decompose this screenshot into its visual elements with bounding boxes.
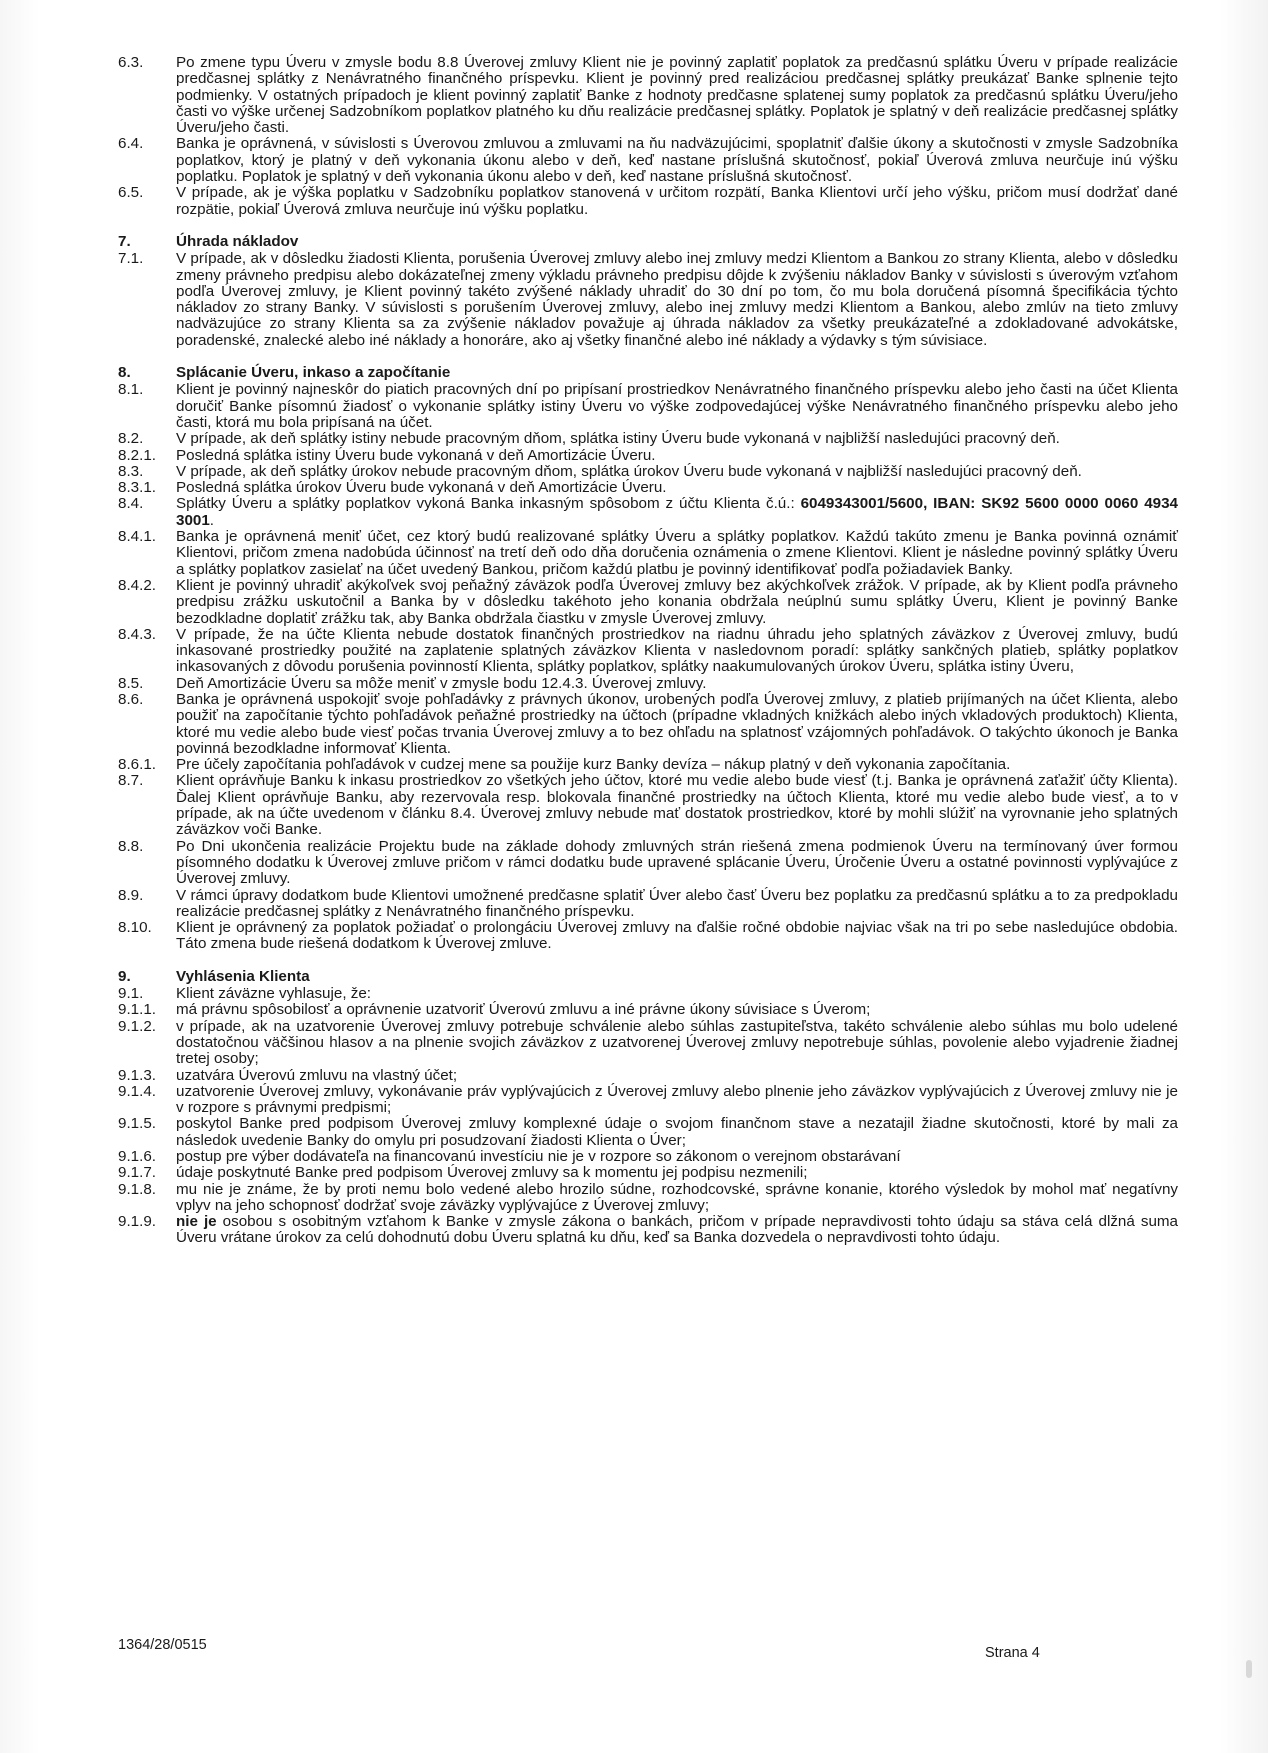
section-heading	[118, 969, 1178, 985]
clause-number: 8.3.	[118, 462, 144, 480]
clause-number: 8.5.	[118, 674, 144, 692]
clause-text: uzatvára Úverovú zmluvu na vlastný účet;	[176, 1066, 458, 1084]
clause-number: 8.1.	[118, 381, 144, 399]
clause	[118, 773, 1178, 838]
clause	[118, 1116, 1178, 1149]
clause	[118, 185, 1178, 218]
clause	[118, 839, 1178, 888]
clause-number: 8.9.	[118, 886, 144, 904]
clause-text: Posledná splátka istiny Úveru bude vykonaná v deň Amortizácie Úveru.	[176, 446, 656, 464]
clause-text: Banka je oprávnená meniť účet, cez ktorý budú realizované splátky Úveru a splátky poplatkov. Každú takúto zmenu je Banka povinná oznámiť Klientovi, pričom zmena nadobúda účinnosť na tretí deň odo dňa doručenia oznámenia o zmene Klientovi. Klient je následne povinný splátky Úveru a splátky poplatkov zasielať na účet uvedený Bankou, pričom každú platbu je povinný identifikovať podľa požiadaviek Banky.	[176, 528, 1178, 578]
clause-text: postup pre výber dodávateľa na financovanú investíciu nie je v rozpore so zákonom o verejnom obstarávaní	[176, 1148, 901, 1165]
clause	[118, 1084, 1178, 1117]
clause	[118, 55, 1178, 136]
clause-number: 9.1.	[118, 985, 144, 1003]
clause-text: V prípade, ak deň splátky úrokov nebude pracovným dňom, splátka úrokov Úveru bude vykonaná v najbližší nasledujúci pracovný deň.	[176, 462, 1082, 480]
clause	[118, 757, 1178, 773]
section-title: Splácanie Úveru, inkaso a započítanie	[176, 364, 451, 382]
clause-number: 9.1.1.	[118, 1001, 156, 1019]
clause-text: Klient oprávňuje Banku k inkasu prostriedkov zo všetkých jeho účtov, ktoré mu vedie alebo bude viesť (t.j. Banka je oprávnená zaťažiť účty Klienta). Ďalej Klient oprávňuje Banku, aby rezervovala resp. blokovala finančné prostriedky na účtoch Klienta, ktoré mu vedie alebo bude viesť, a to v prípade, ak na účte uvedenom v článku 8.4. Úverovej zmluvy nebude mať dostatok prostriedkov, ktoré by mohli slúžiť na vyrovnanie jeho splatných záväzkov voči Banke.	[176, 772, 1178, 839]
page-number: Strana 4	[985, 1645, 1040, 1661]
clause	[118, 448, 1178, 464]
clause-text: Po zmene typu Úveru v zmysle bodu 8.8 Úverovej zmluvy Klient nie je povinný zaplatiť poplatok za predčasnú splátku Úveru v prípade realizácie predčasnej splátky z Nenávratného finančného príspevku. Klient je povinný pred realizáciou predčasnej splátky preukázať Banke splnenie tejto podmienky. V ostatných prípadoch je klient povinný zaplatiť Banke z hodnoty predčasne splatenej sumy poplatok za predčasnú splátku Úveru/jeho časti vo výške určenej Sadzobníkom poplatkov platného ku dňu realizácie predčasnej splátky. Poplatok je splatný v deň realizácie predčasnej splátky Úveru/jeho časti.	[176, 54, 1178, 137]
clause	[118, 251, 1178, 349]
clause-number: 6.3.	[118, 54, 144, 71]
clause-number: 8.2.1.	[118, 446, 156, 464]
clause-number: 9.1.5.	[118, 1115, 156, 1133]
clause-text	[176, 1214, 1178, 1247]
clause-number: 9.1.3.	[118, 1066, 156, 1084]
scan-mark	[1246, 1660, 1252, 1678]
clause-number: 9.1.6.	[118, 1148, 156, 1165]
clause-text: Po Dni ukončenia realizácie Projektu bude na základe dohody zmluvných strán riešená zmena podmienok Úveru na termínovaný úver formou písomného dodatku k Úverovej zmluve pričom v rámci dodatku bude upravené splácanie Úveru, Úročenie Úveru a ostatné povinnosti vyplývajúce z Úverovej zmluvy.	[176, 837, 1178, 888]
clause-number: 9.1.2.	[118, 1017, 156, 1035]
clause-text: uzatvorenie Úverovej zmluvy, vykonávanie práv vyplývajúcich z Úverovej zmluvy alebo plnenie jeho záväzkov vyplývajúcich z Úverovej zmluvy nie je v rozpore s právnymi predpismi;	[176, 1082, 1178, 1117]
clause-text: má právnu spôsobilosť a oprávnenie uzatvoriť Úverovú zmluvu a iné právne úkony súvisiace s Úverom;	[176, 1001, 871, 1019]
clause-text: V rámci úpravy dodatkom bude Klientovi umožnené predčasne splatiť Úver alebo časť Úveru bez poplatku za predčasnú splátku a to za predpokladu realizácie predčasnej splátky z Nenávratného finančného príspevku.	[176, 886, 1178, 920]
clause-number: 9.1.4.	[118, 1082, 156, 1100]
clause-text: Klient je povinný uhradiť akýkoľvek svoj peňažný záväzok podľa Úverovej zmluvy bez akýchkoľvek zrážok. V prípade, ak by Klient podľa právneho predpisu zrážku uskutočnil a Banka by v dôsledku takéhoto jeho konania obdržala neúplnú sumu splátky Úveru, Klient je povinný Banke bezodkladne doplatiť zrážku tak, aby Banka obdržala čiastku v zmysle Úverovej zmluvy.	[176, 576, 1178, 627]
clause-text: Klient je povinný najneskôr do piatich pracovných dní po pripísaní prostriedkov Nenávratného finančného príspevku alebo jeho časti na účet Klienta doručiť Banke písomnú žiadosť o vykonanie splátky istiny Úveru vo výške zodpovedajúcej výške Nenávratného finančného príspevku alebo jeho časti, ktorá mu bola pripísaná na účet.	[176, 381, 1178, 431]
clause	[118, 627, 1178, 676]
clause	[118, 382, 1178, 431]
clause-text: Pre účely započítania pohľadávok v cudzej mene sa použije kurz Banky devíza – nákup platný v deň vykonania započítania.	[176, 756, 1011, 774]
section-title: Vyhlásenia Klienta	[176, 967, 310, 985]
clause-text-body: Splátky Úveru a splátky poplatkov vykoná Banka inkasným spôsobom z účtu Klienta č.ú.:	[176, 495, 801, 513]
clause-number: 8.8.	[118, 837, 144, 855]
clause-number: 8.2.	[118, 430, 144, 448]
clause-number: 8.	[118, 364, 131, 382]
clause	[118, 1002, 1178, 1018]
clause-text: poskytol Banke pred podpisom Úverovej zmluvy komplexné údaje o svojom finančnom stave a nezatajil žiadne skutočnosti, ktoré by mali za následok uvedenie Banky do omylu pri posudzovaní žiadosti Klienta o Úver;	[176, 1115, 1178, 1149]
clause	[118, 464, 1178, 480]
clause-text: Posledná splátka úrokov Úveru bude vykonaná v deň Amortizácie Úveru.	[176, 479, 667, 497]
clause	[118, 1019, 1178, 1068]
clause-number: 8.4.	[118, 495, 144, 513]
clause	[118, 920, 1178, 953]
section-heading	[118, 365, 1178, 381]
clause-number: 9.1.9.	[118, 1213, 156, 1231]
clause-number: 8.3.1.	[118, 479, 156, 497]
clause-text: Banka je oprávnená uspokojiť svoje pohľadávky z právnych úkonov, urobených podľa Úverovej zmluvy, z platieb prijímaných na účet Klienta, alebo použiť na započítanie týchto pohľadávok peňažné prostriedky na účtoch (prípadne vkladných knižkách alebo iných vkladových produktoch) Klienta, ktoré mu vedie alebo bude viesť počas trvania Úverovej zmluvy a to bez ohľadu na splatnosť vzájomných pohľadávok. O takýchto úkonoch je Banka povinná bezodkladne informovať Klienta.	[176, 690, 1178, 757]
clause	[118, 1214, 1178, 1247]
clause	[118, 692, 1178, 757]
section-title: Úhrada nákladov	[176, 232, 299, 250]
document-number: 1364/28/0515	[118, 1637, 207, 1653]
clause	[118, 1165, 1178, 1181]
clause-text: Banka je oprávnená, v súvislosti s Úverovou zmluvou a zmluvami na ňu nadväzujúcimi, spoplatniť ďalšie úkony a skutočnosti v zmysle Sadzobníka poplatkov, ktorý je platný v deň vykonania úkonu alebo v deň, keď nastane príslušná skutočnosť, pokiaľ Úverová zmluva neurčuje inú výšku poplatku. Poplatok je splatný v deň vykonania úkonu alebo v deň, keď nastane príslušná skutočnosť.	[176, 135, 1178, 186]
clause	[118, 529, 1178, 578]
clause	[118, 480, 1178, 496]
clause-text: údaje poskytnuté Banke pred podpisom Úverovej zmluvy sa k momentu jej podpisu nezmenili;	[176, 1164, 808, 1182]
clause-number: 9.	[118, 967, 131, 985]
clause	[118, 1182, 1178, 1215]
clause	[118, 578, 1178, 627]
clause-number: 6.5.	[118, 184, 144, 202]
clause	[118, 888, 1178, 921]
clause-text: v prípade, ak na uzatvorenie Úverovej zmluvy potrebuje schválenie alebo súhlas zastupiteľstva, takéto schválenie alebo súhlas mu bolo udelené dostatočnou väčšinou hlasov a na plnenie svojich záväzkov z uzatvorenej Úverovej zmluvy nepotrebuje súhlas, povolenie alebo vyjadrenie žiadnej tretej osoby;	[176, 1017, 1178, 1068]
clause-number: 7.1.	[118, 250, 144, 268]
clause-number: 9.1.8.	[118, 1180, 156, 1198]
clause-text	[176, 496, 1178, 529]
clause-number: 8.6.1.	[118, 756, 156, 774]
account-number: 6049343001/5600, IBAN: SK92 5600 0000 0060 4934 3001	[176, 495, 1178, 529]
clause-number: 9.1.7.	[118, 1164, 156, 1182]
clause-text: V prípade, ak je výška poplatku v Sadzobníku poplatkov stanovená v určitom rozpätí, Banka Klientovi určí jeho výšku, pričom musí dodržať dané rozpätie, pokiaľ Úverová zmluva neurčuje inú výšku poplatku.	[176, 184, 1178, 218]
clause-number: 8.4.1.	[118, 528, 156, 546]
clause	[118, 1068, 1178, 1084]
clause-number: 8.10.	[118, 919, 152, 937]
clause-text: mu nie je známe, že by proti nemu bolo vedené alebo hrozilo súdne, rozhodcovské, správne konanie, ktorého výsledok by mohol mať negatívny vplyv na jeho schopnosť dodržať svoje záväzky vyplývajúce z Úverovej zmluvy;	[176, 1180, 1178, 1214]
clause-number: 6.4.	[118, 135, 144, 153]
clause-text: Klient záväzne vyhlasuje, že:	[176, 985, 372, 1003]
clause-number: 8.6.	[118, 690, 144, 708]
clause-text-tail: .	[209, 511, 215, 529]
section-heading	[118, 234, 1178, 250]
clause	[118, 1149, 1178, 1165]
clause-number: 7.	[118, 232, 131, 250]
clause-number: 8.7.	[118, 772, 144, 790]
clause	[118, 986, 1178, 1002]
clause	[118, 676, 1178, 692]
clause-text: Klient je oprávnený za poplatok požiadať o prolongáciu Úverovej zmluvy na ďalšie ročné obdobie najviac však na tri po sebe nasledujúce obdobia. Táto zmena bude riešená dodatkom k Úverovej zmluve.	[176, 919, 1178, 953]
document-body	[118, 55, 1178, 1247]
emphasis: nie je	[176, 1213, 217, 1231]
clause	[118, 431, 1178, 447]
clause-text: V prípade, ak deň splátky istiny nebude pracovným dňom, splátka istiny Úveru bude vykonaná v najbližší nasledujúci pracovný deň.	[176, 430, 1060, 448]
clause-number: 8.4.3.	[118, 625, 156, 643]
clause-text-body: osobou s osobitným vzťahom k Banke v zmysle zákona o bankách, pričom v prípade nepravdivosti tohto údaju sa stáva celá dlžná suma Úveru vrátane úrokov za celú dohodnutú dobu Úveru splatná ku dňu, keď sa Banka dozvedela o nepravdivosti tohto údaju.	[176, 1213, 1178, 1247]
clause	[118, 496, 1178, 529]
clause	[118, 136, 1178, 185]
clause-text: Deň Amortizácie Úveru sa môže meniť v zmysle bodu 12.4.3. Úverovej zmluvy.	[176, 674, 707, 692]
clause-text: V prípade, ak v dôsledku žiadosti Klienta, porušenia Úverovej zmluvy alebo inej zmluvy medzi Klientom a Bankou zo strany Klienta, alebo v dôsledku zmeny právneho predpisu alebo dokázateľnej zmeny výkladu právneho predpisu dôjde k zvýšeniu nákladov Banky v súvislosti s úverovým vzťahom podľa Úverovej zmluvy, je Klient povinný takéto zvýšené náklady uhradiť do 30 dní po tom, čo mu bola doručená písomná špecifikácia týchto nákladov zo strany Banky. V súvislosti s porušením Úverovej zmluvy, alebo inej zmluvy medzi Klientom a Bankou, alebo zmlúv na tieto zmluvy nadväzujúce zo strany Klienta sa za zvýšenie nákladov považuje aj úhrada nákladov za všetky preukázateľné a zdokladované advokátske, poradenské, znalecké alebo iné náklady a honoráre, ako aj všetky finančné alebo iné náklady a výdavky s tým súvisiace.	[176, 250, 1178, 349]
clause-text: V prípade, že na účte Klienta nebude dostatok finančných prostriedkov na riadnu úhradu jeho splatných záväzkov z Úverovej zmluvy, budú inkasované prostriedky použité na zaplatenie splatných záväzkov Klienta v nasledovnom poradí: splátky sankčných platieb, splátky poplatkov inkasovaných z dôvodu porušenia povinností Klienta, splátky poplatkov, splátky naakumulovaných úrokov Úveru, splátka istiny Úveru,	[176, 625, 1178, 676]
clause-number: 8.4.2.	[118, 576, 156, 594]
